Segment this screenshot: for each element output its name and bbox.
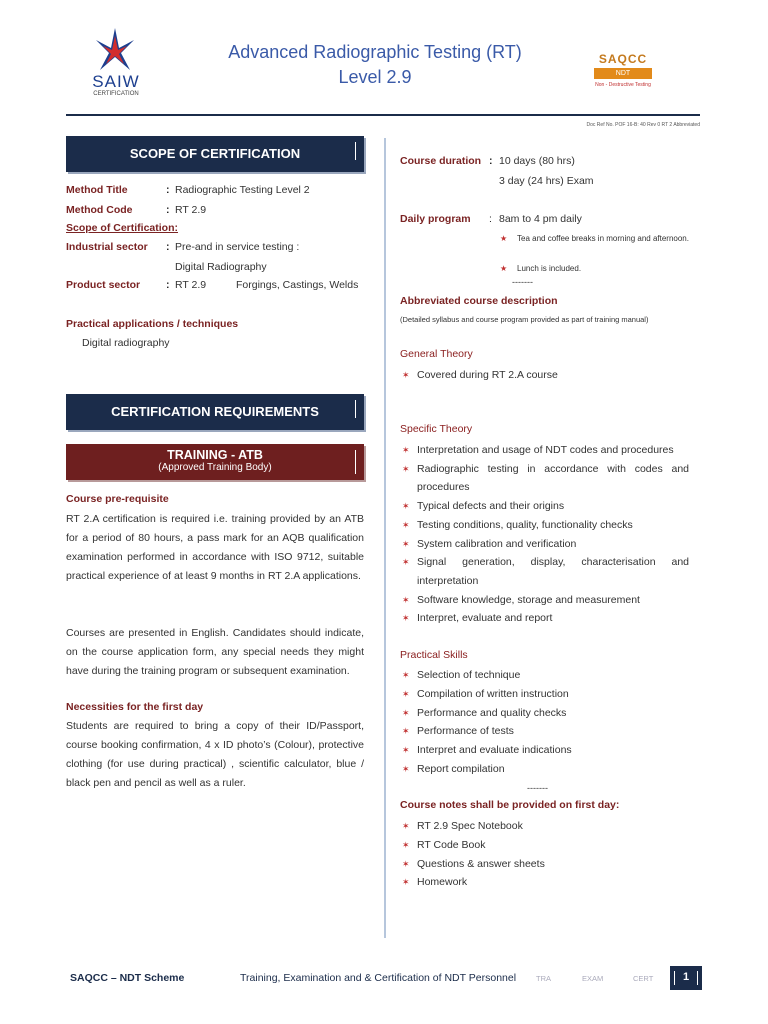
list-item-text: RT Code Book: [417, 838, 486, 851]
list-item: [400, 817, 689, 836]
method-title-value: Radiographic Testing Level 2: [175, 184, 310, 196]
footer-page-tick-right: [697, 971, 698, 985]
training-title: TRAINING - ATB: [167, 448, 263, 462]
page-number: 1: [682, 971, 690, 983]
page-title: [200, 40, 550, 90]
necessities-text: Students are required to bring a copy of their ID/Passport, course booking confirmation, 4 x ID photo’s (Colour), protective clothing (for use during practical) , scientific calculator, blue / black pen and pencil as well as a ruler.: [66, 720, 364, 789]
list-item-text: Radiographic testing in accordance with codes and procedures: [417, 462, 689, 494]
list-item: [400, 516, 689, 535]
method-title-colon: :: [166, 184, 170, 196]
abbrev-note: (Detailed syllabus and course program provided as part of training manual): [400, 315, 649, 324]
list-item-text: Performance of tests: [417, 725, 514, 738]
list-item: [400, 704, 689, 723]
requirements-heading: [66, 394, 364, 430]
industrial-value-1: Pre-and in service testing :: [175, 241, 300, 253]
star-bullet-icon: ✶: [402, 501, 410, 512]
product-colon: :: [166, 279, 170, 291]
prereq-text: RT 2.A certification is required i.e. training provided by an ATB for a period of 80 hours, a pass mark for an AQB qualification examination performed in accordance with ISO 9712, suitable practical experience of at least 9 months in RT 2.A applications.: [66, 513, 364, 582]
daily-note-2-text: Lunch is included.: [517, 264, 582, 273]
practical-value: Digital radiography: [82, 337, 170, 349]
list-item-text: Questions & answer sheets: [417, 857, 545, 870]
method-code-label: Method Code: [66, 204, 133, 216]
training-heading-tick: [355, 450, 356, 474]
list-item-text: Report compilation: [417, 762, 505, 775]
star-bullet-icon: ✶: [402, 370, 410, 380]
general-list: [400, 366, 689, 384]
list-item: [400, 666, 689, 685]
list-item-text: Interpret and evaluate indications: [417, 744, 572, 757]
daily-colon: :: [489, 213, 492, 225]
list-item-text: Compilation of written instruction: [417, 687, 569, 700]
list-item-text: RT 2.9 Spec Notebook: [417, 820, 523, 832]
list-item: [400, 460, 689, 497]
page-title-line1: Advanced Radiographic Testing (RT): [228, 42, 522, 62]
list-item-text: Homework: [417, 876, 468, 889]
list-item: [400, 685, 689, 704]
notes-list: [400, 817, 689, 892]
saqcc-logo: [588, 48, 658, 94]
product-code: RT 2.9: [175, 279, 207, 291]
scope-heading-text: SCOPE OF CERTIFICATION: [129, 146, 301, 161]
notes-label: Course notes shall be provided on first day:: [400, 799, 620, 811]
practical-label: Practical applications / techniques: [66, 318, 239, 330]
star-bullet-icon: ✶: [402, 538, 410, 549]
daily-note-1: [500, 231, 689, 246]
product-label: Product sector: [66, 279, 141, 291]
practical-dashes: -------: [527, 783, 548, 793]
saiw-logo-sub: CERTIFICATION: [93, 91, 139, 97]
page-title-line2: Level 2.9: [338, 67, 412, 87]
saiw-star-logo-icon: [72, 26, 158, 76]
list-item: [400, 497, 689, 516]
footer-left: SAQCC – NDT Scheme: [70, 972, 185, 984]
prereq-label: Course pre-requisite: [66, 493, 169, 505]
duration-label: Course duration: [400, 155, 482, 167]
star-bullet-icon: ✶: [402, 519, 410, 530]
star-bullet-icon: ✶: [402, 707, 410, 718]
duration-value-2: 3 day (24 hrs) Exam: [499, 175, 594, 187]
list-item-text: Typical defects and their origins: [417, 500, 565, 513]
star-bullet-icon: ✶: [402, 670, 410, 680]
list-item-text: Testing conditions, quality, functionality checks: [417, 518, 633, 531]
doc-ref: Doc Ref No. POF 16-B: 40 Rev 0 RT 2 Abbreviated: [586, 122, 700, 128]
list-item: [400, 441, 689, 460]
necessities-label: Necessities for the first day: [66, 701, 204, 713]
scope-label: Scope of Certification:: [66, 222, 179, 234]
list-item: [400, 873, 689, 892]
star-bullet-icon: ✶: [402, 745, 410, 756]
duration-value-1: 10 days (80 hrs): [499, 155, 575, 167]
list-item: [400, 855, 689, 874]
specific-label: Specific Theory: [400, 423, 473, 435]
list-item: [400, 366, 689, 384]
column-divider: [384, 138, 386, 938]
saiw-logo: [72, 26, 158, 102]
star-bullet-icon: ✶: [402, 726, 410, 737]
footer-center: Training, Examination and & Certification of NDT Personnel: [240, 972, 517, 984]
duration-colon: :: [489, 155, 493, 167]
industrial-colon: :: [166, 241, 170, 253]
star-bullet-icon: ✶: [402, 763, 410, 774]
footer-page-box: [670, 966, 702, 990]
header-rule: [66, 114, 700, 116]
list-item-text: System calibration and verification: [417, 537, 577, 550]
abbrev-label: Abbreviated course description: [400, 295, 558, 307]
list-item: [400, 741, 689, 760]
method-code-colon: :: [166, 204, 170, 216]
list-item-text: Interpretation and usage of NDT codes and procedures: [417, 444, 674, 456]
star-bullet-icon: ✶: [402, 557, 410, 568]
daily-value: 8am to 4 pm daily: [499, 213, 582, 225]
requirements-heading-tick: [355, 400, 356, 418]
daily-dashes: -------: [512, 277, 533, 287]
star-bullet-icon: ✶: [402, 821, 410, 831]
footer-tab-cert: CERT: [633, 974, 654, 983]
list-item-text: Selection of technique: [417, 669, 521, 681]
footer: [66, 964, 704, 992]
list-item: [400, 722, 689, 741]
list-item: [400, 760, 689, 779]
star-bullet-icon: ✶: [402, 877, 410, 888]
list-item-text: Covered during RT 2.A course: [417, 369, 558, 381]
daily-note-1-text: Tea and coffee breaks in morning and afternoon.: [517, 234, 689, 243]
scope-heading-tick: [355, 142, 356, 160]
footer-tab-exam: EXAM: [582, 974, 604, 983]
list-item-text: Signal generation, display, characterisation and interpretation: [417, 556, 689, 587]
saqcc-logo-sub: Non - Destructive Testing: [595, 82, 651, 88]
saqcc-logo-text: SAQCC: [598, 52, 648, 66]
requirements-heading-text: CERTIFICATION REQUIREMENTS: [111, 404, 319, 419]
language-text: Courses are presented in English. Candidates should indicate, on the course application form, any special needs they might have during the training program or subsequent examination.: [66, 627, 364, 677]
list-item: [400, 836, 689, 855]
industrial-value-2: Digital Radiography: [175, 261, 267, 273]
list-item: [400, 591, 689, 610]
star-bullet-icon: ★: [500, 234, 508, 243]
list-item: [400, 535, 689, 554]
star-bullet-icon: ✶: [402, 463, 410, 474]
specific-list: [400, 441, 689, 628]
star-bullet-icon: ★: [500, 264, 508, 273]
star-bullet-icon: ✶: [402, 688, 410, 699]
list-item-text: Interpret, evaluate and report: [417, 612, 553, 625]
practical-skills-label: Practical Skills: [400, 649, 468, 661]
list-item: [400, 609, 689, 628]
saqcc-logo-band: NDT: [594, 68, 652, 79]
general-label: General Theory: [400, 348, 473, 360]
method-code-value: RT 2.9: [175, 204, 207, 216]
product-value: Forgings, Castings, Welds: [236, 279, 359, 291]
star-bullet-icon: ✶: [402, 594, 410, 605]
scope-heading: [66, 136, 364, 172]
daily-note-2: [500, 261, 689, 276]
practical-skills-list: [400, 666, 689, 779]
star-bullet-icon: ✶: [402, 858, 410, 869]
training-heading: [66, 444, 364, 480]
star-bullet-icon: ✶: [402, 445, 410, 455]
daily-label: Daily program: [400, 213, 471, 225]
saiw-logo-text: SAIW: [92, 72, 140, 91]
method-title-label: Method Title: [66, 184, 128, 196]
list-item: [400, 553, 689, 590]
star-bullet-icon: ✶: [402, 613, 410, 624]
footer-tab-tra: TRA: [536, 974, 551, 983]
list-item-text: Performance and quality checks: [417, 706, 567, 719]
industrial-label: Industrial sector: [66, 241, 148, 253]
training-sub: (Approved Training Body): [158, 462, 272, 473]
list-item-text: Software knowledge, storage and measurement: [417, 593, 640, 606]
star-bullet-icon: ✶: [402, 839, 410, 850]
